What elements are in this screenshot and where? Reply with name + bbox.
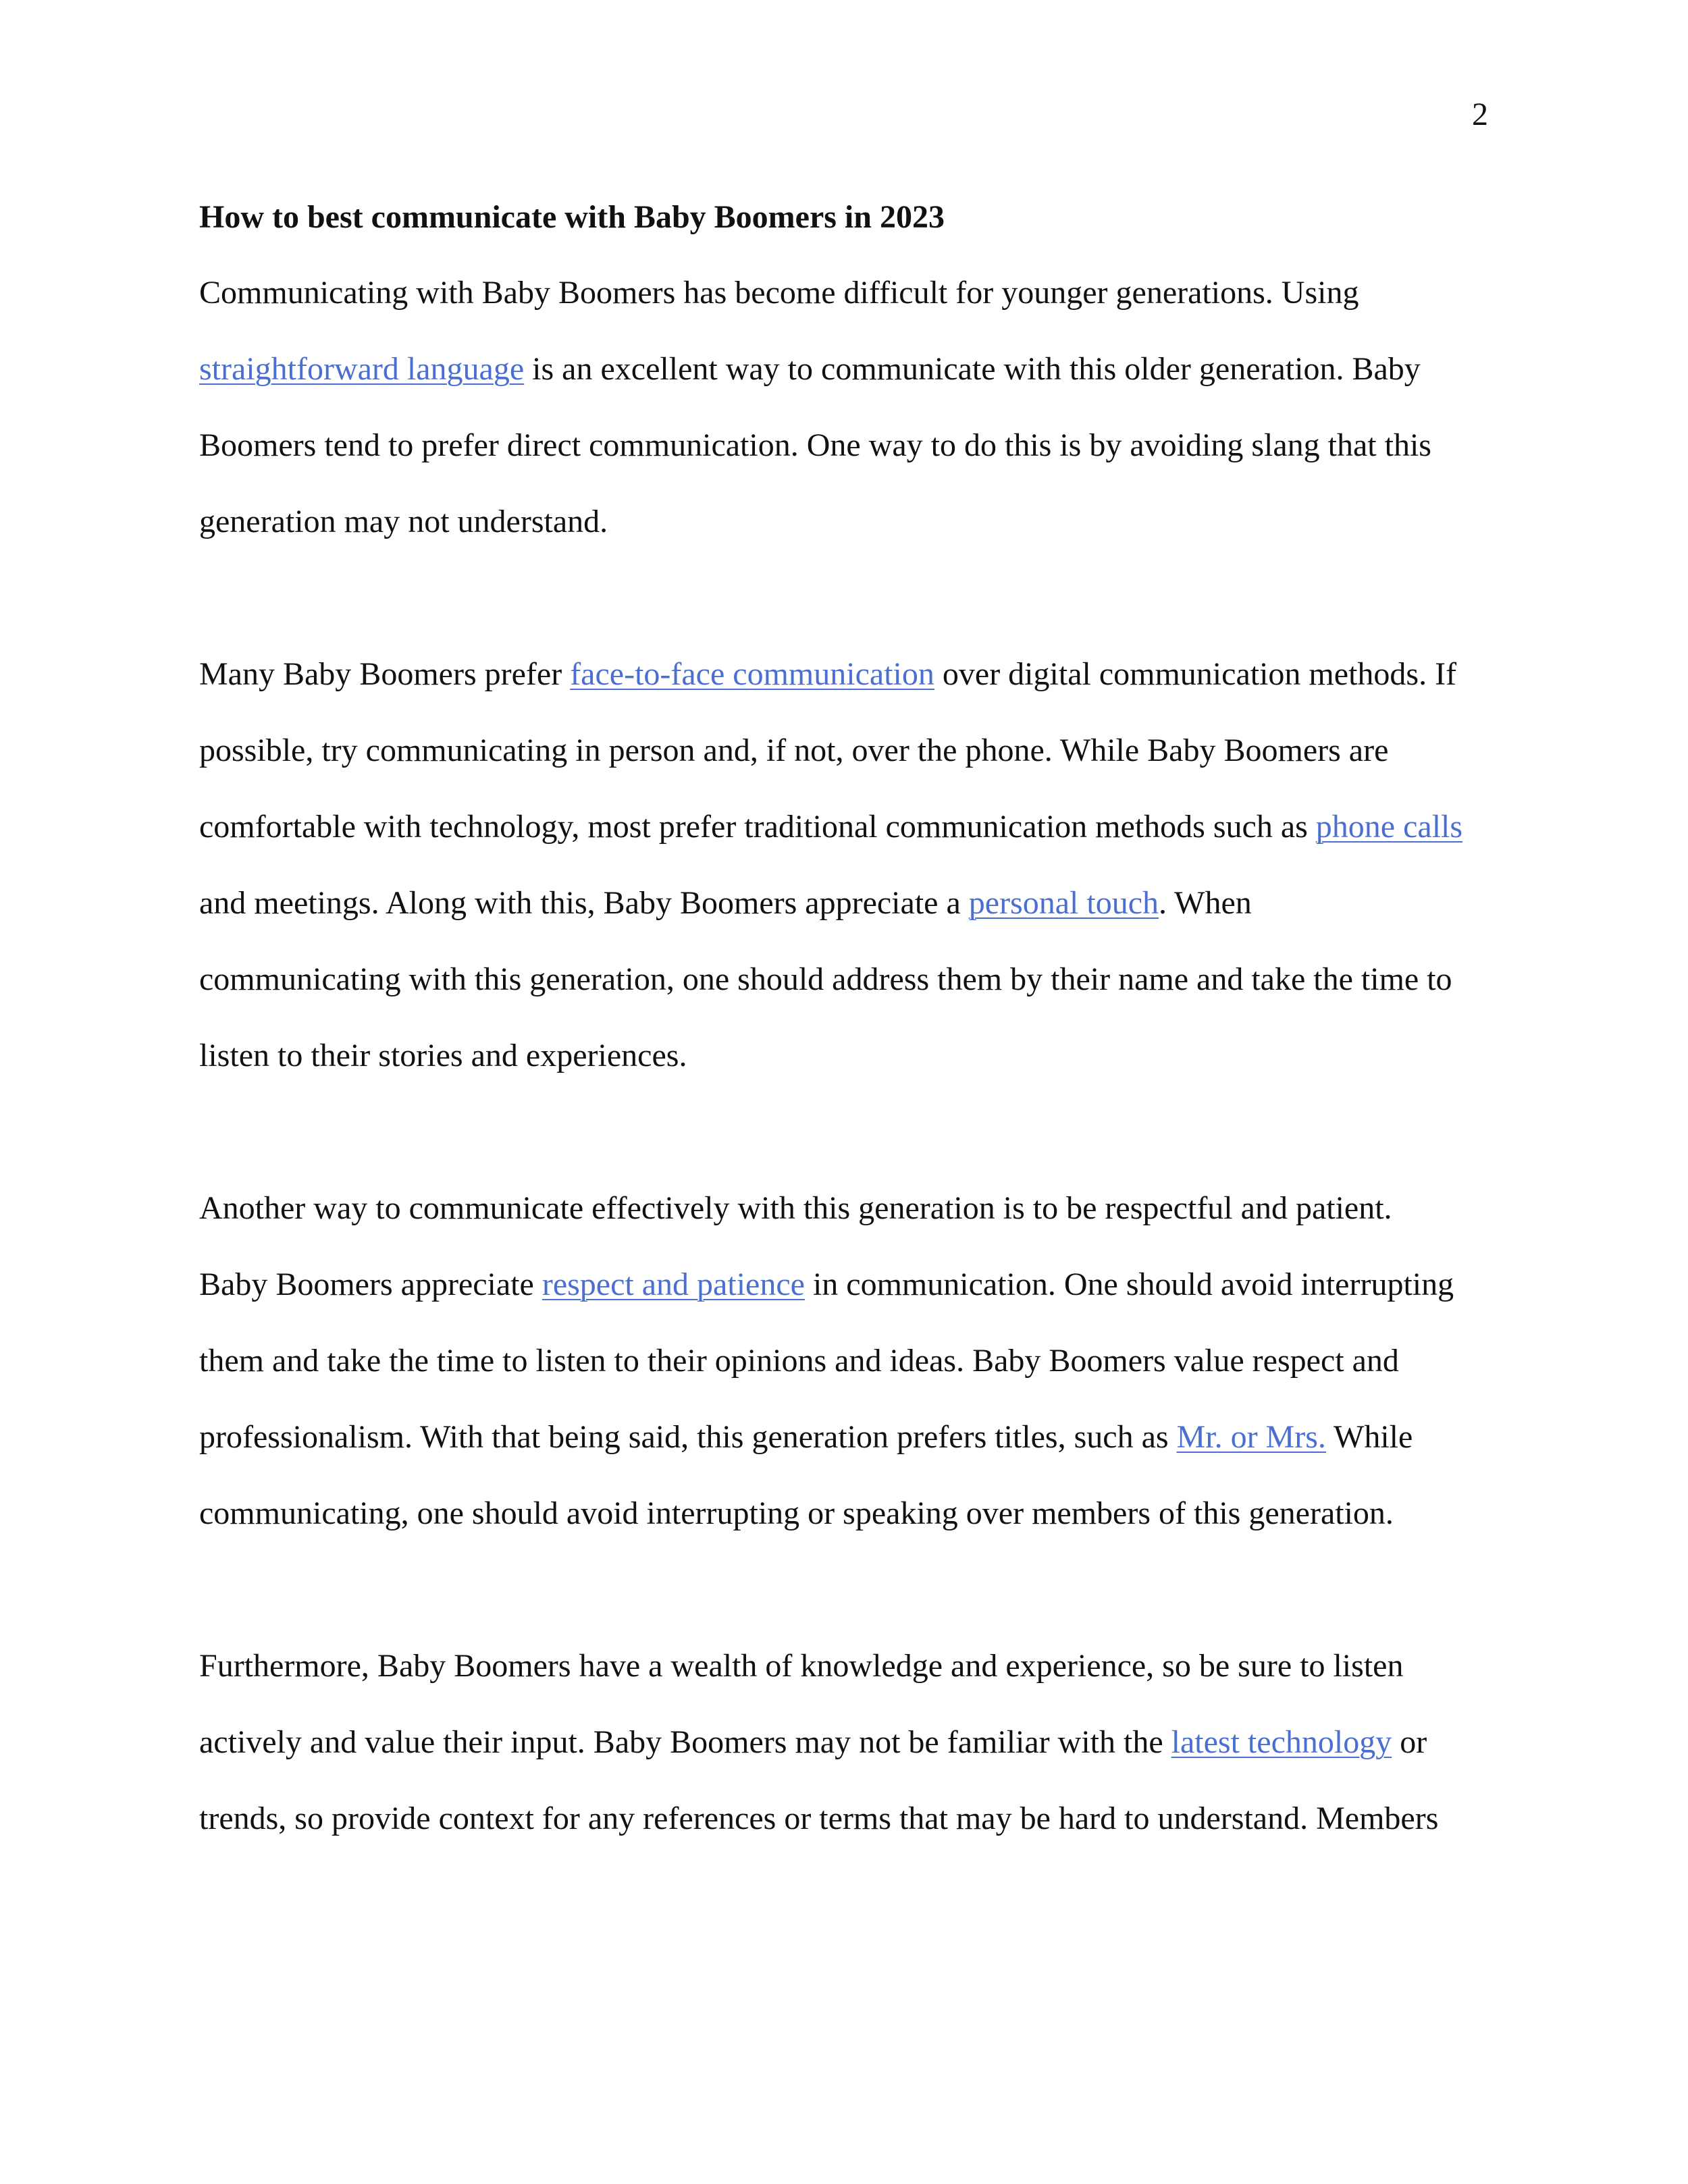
text-run: possible, try communicating in person and, if not, over the phone. While Baby Boomers are [199, 733, 1389, 768]
text-line [199, 941, 1496, 1017]
text-run: Furthermore, Baby Boomers have a wealth of knowledge and experience, so be sure to listen [199, 1648, 1404, 1684]
text-run: generation may not understand. [199, 504, 608, 539]
text-run: Baby Boomers appreciate [199, 1267, 542, 1302]
text-line [199, 636, 1496, 712]
hyperlink[interactable]: phone calls [1315, 809, 1463, 845]
text-run: comfortable with technology, most prefer traditional communication methods such as [199, 809, 1316, 845]
paragraph-gap [199, 1551, 1496, 1628]
text-line [199, 1704, 1496, 1780]
text-line [199, 789, 1496, 865]
text-run: . When [1159, 885, 1252, 921]
text-line [199, 1475, 1496, 1551]
text-line [199, 1323, 1496, 1399]
text-run: in communication. One should avoid interrupting [804, 1267, 1454, 1302]
text-line [199, 1628, 1496, 1704]
text-run: them and take the time to listen to their opinions and ideas. Baby Boomers value respect and [199, 1343, 1399, 1379]
text-run: is an excellent way to communicate with this older generation. Baby [524, 351, 1421, 387]
text-line [199, 1246, 1496, 1323]
paragraphs-container [199, 255, 1496, 1857]
paragraph-gap [199, 1094, 1496, 1170]
hyperlink[interactable]: Mr. or Mrs. [1176, 1419, 1326, 1455]
hyperlink[interactable]: straightforward language [199, 351, 525, 387]
paragraph-gap [199, 560, 1496, 636]
hyperlink[interactable]: latest technology [1171, 1724, 1392, 1760]
paragraph [199, 636, 1496, 1094]
page-number: 2 [1472, 97, 1488, 132]
document-body [199, 197, 1496, 1857]
text-line [199, 1017, 1496, 1094]
text-run: over digital communication methods. If [934, 656, 1457, 692]
text-run: professionalism. With that being said, this generation prefers titles, such as [199, 1419, 1177, 1455]
text-run: or [1392, 1724, 1427, 1760]
hyperlink[interactable]: personal touch [968, 885, 1159, 921]
text-run: trends, so provide context for any references or terms that may be hard to understand. Members [199, 1801, 1439, 1836]
paragraph [199, 1170, 1496, 1551]
hyperlink[interactable]: face-to-face communication [570, 656, 934, 692]
paragraph [199, 1628, 1496, 1857]
text-run: Many Baby Boomers prefer [199, 656, 571, 692]
text-run: Boomers tend to prefer direct communication. One way to do this is by avoiding slang that this [199, 427, 1431, 463]
text-line [199, 255, 1496, 331]
text-run: actively and value their input. Baby Boomers may not be familiar with the [199, 1724, 1171, 1760]
text-run: While [1325, 1419, 1413, 1455]
hyperlink[interactable]: respect and patience [542, 1267, 805, 1302]
text-line [199, 1170, 1496, 1246]
text-line [199, 483, 1496, 560]
text-line [199, 1399, 1496, 1475]
text-run: communicating with this generation, one should address them by their name and take the time to [199, 961, 1452, 997]
text-run: and meetings. Along with this, Baby Boomers appreciate a [199, 885, 969, 921]
text-line [199, 407, 1496, 483]
paragraph [199, 255, 1496, 560]
text-run: listen to their stories and experiences. [199, 1038, 687, 1073]
text-run: Communicating with Baby Boomers has become difficult for younger generations. Using [199, 275, 1359, 311]
text-line [199, 712, 1496, 789]
text-line [199, 865, 1496, 941]
document-title: How to best communicate with Baby Boomers in 2023 [199, 199, 945, 235]
text-line [199, 1780, 1496, 1857]
text-run: communicating, one should avoid interrupting or speaking over members of this generation. [199, 1495, 1394, 1531]
text-run: Another way to communicate effectively with this generation is to be respectful and patient. [199, 1190, 1392, 1226]
text-line [199, 331, 1496, 407]
